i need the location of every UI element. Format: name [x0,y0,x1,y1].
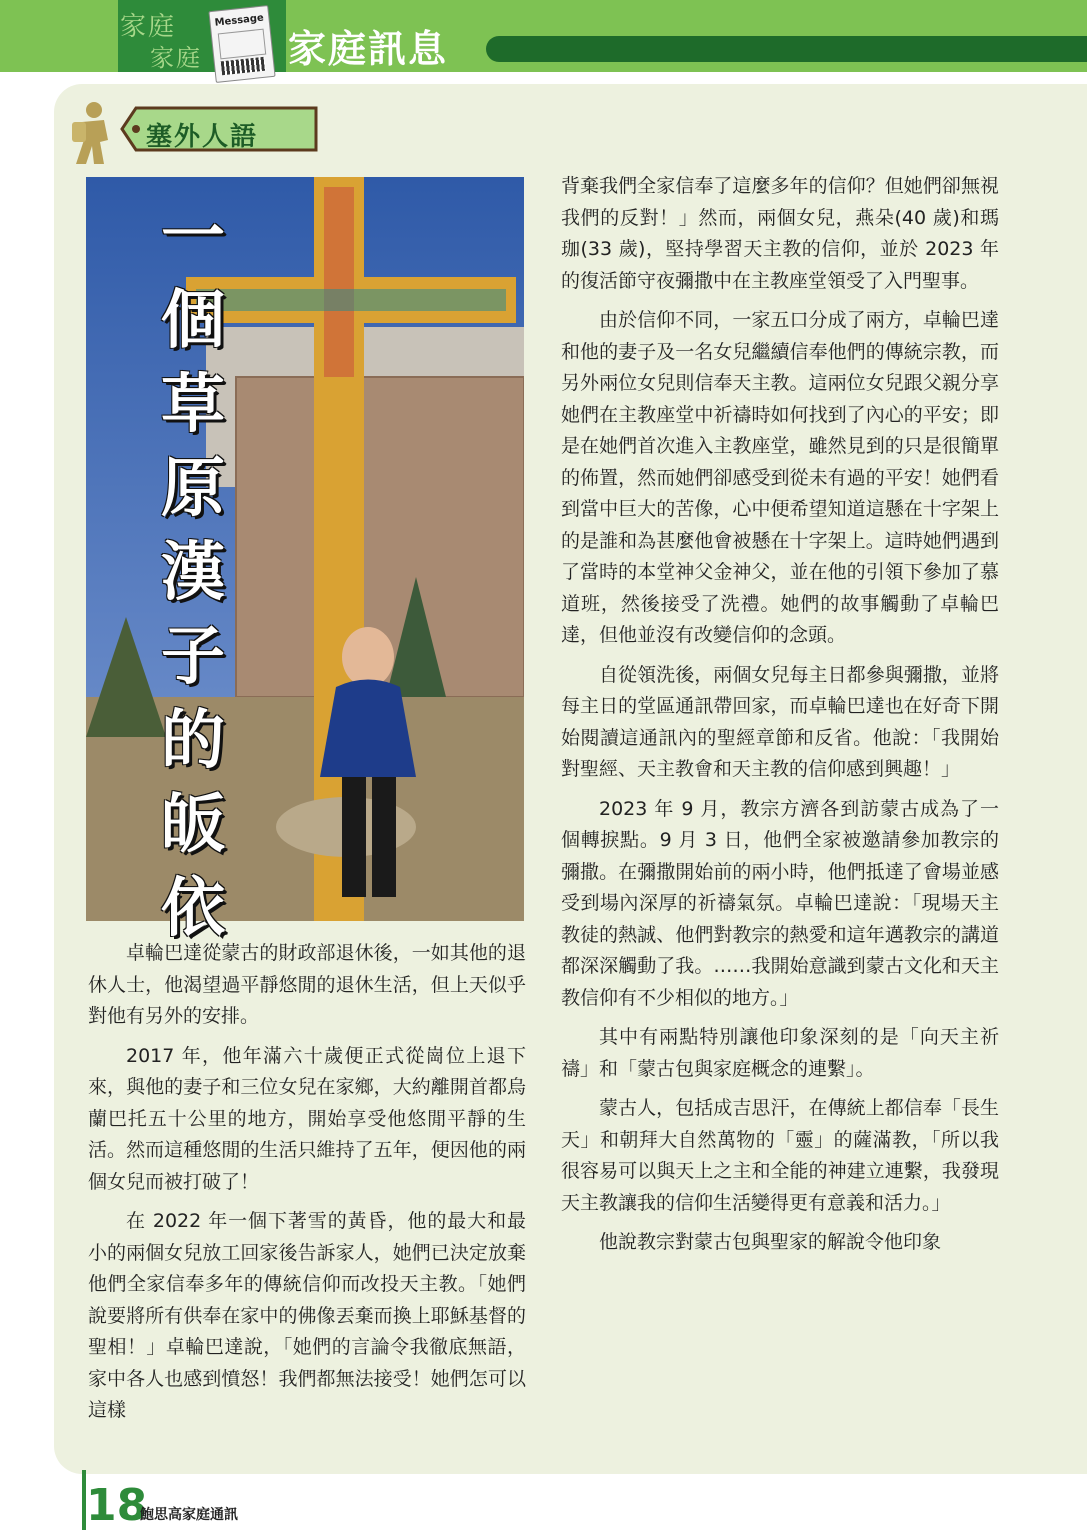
paragraph: 卓輪巴達從蒙古的財政部退休後，一如其他的退休人士，他渴望過平靜悠閒的退休生活，但上天似乎對他有另外的安排。 [88,942,526,1027]
page-number: 18 [86,1480,148,1531]
logo-text-2: 家庭 [150,44,202,72]
title-char: 漢 [161,535,225,610]
title-char: 原 [161,451,225,526]
title-char: 草 [161,367,225,442]
header-bar [0,0,1087,72]
title-char: 依 [161,871,225,946]
paragraph: 他說教宗對蒙古包與聖家的解說令他印象 [599,1231,942,1253]
publication-name: 鮑思高家庭通訊 [140,1507,238,1523]
tag-label: 塞外人語 [146,122,259,152]
paragraph: 蒙古人，包括成吉思汗，在傳統上都信奉「長生天」和朝拜大自然萬物的「靈」的薩滿教，「所以我很容易可以與天上之主和全能的神建立連繫，我發現天主教讓我的信仰生活變得更有意義和活力。」 [561,1097,999,1214]
title-char: 子 [161,619,225,694]
message-label: Message [214,12,265,29]
paragraph: 其中有兩點特別讓他印象深刻的是「向天主祈禱」和「蒙古包與家庭概念的連繫」。 [561,1026,999,1080]
title-char: 皈 [161,787,225,862]
title-band [486,36,1087,62]
title-char: 一 [161,199,225,274]
message-card-icon [208,5,275,83]
title-char: 個 [161,283,225,358]
paragraph: 2023 年 9 月，教宗方濟各到訪蒙古成為了一個轉捩點。9 月 3 日，他們全家被邀請參加教宗的彌撒。在彌撒開始前的兩小時，他們抵達了會場並感受到場內深厚的祈禱氣氛。卓輪巴達說：「現場天主教徒的熱誠、他們對教宗的熱愛和這年邁教宗的講道都深深觸動了我。……我開始意識到蒙古文化和天主教信仰有不少相似的地方。」 [561,797,999,1009]
paragraph: 背棄我們全家信奉了這麼多年的信仰？但她們卻無視我們的反對！」然而，兩個女兒，燕朵(40 歲)和瑪珈(33 歲)，堅持學習天主教的信仰，並於 2023 年的復活節守夜彌撒中在主教座堂領受了入門聖事。 [561,175,999,292]
message-screen [218,29,266,60]
section-title: 家庭訊息 [288,27,449,71]
paragraph: 2017 年，他年滿六十歲便正式從崗位上退下來，與他的妻子和三位女兒在家鄉，大約離開首都烏蘭巴托五十公里的地方，開始享受他悠閒平靜的生活。然而這種悠閒的生活只維持了五年，便因他的兩個女兒而被打破了！ [88,1044,526,1193]
article-title [148,195,238,951]
left-column [88,938,526,1435]
logo-text-1: 家庭 [120,12,177,42]
paragraph: 自從領洗後，兩個女兒每主日都參與彌撒，並將每主日的堂區通訊帶回家，而卓輪巴達也在好奇下開始閱讀這通訊內的聖經章節和反省。他說：「我開始對聖經、天主教會和天主教的信仰感到興趣！」 [561,663,999,780]
hiker-icon [64,100,128,166]
title-char: 的 [161,703,225,778]
right-column [561,171,999,1267]
paragraph: 在 2022 年一個下著雪的黃昏，他的最大和最小的兩個女兒放工回家後告訴家人，她們已決定放棄他們全家信奉多年的傳統信仰而改投天主教。「她們說要將所有供奉在家中的佛像丟棄而換上耶穌基督的聖相！」卓輪巴達說，「她們的言論令我徹底無語，家中各人也感到憤怒！我們都無法接受！她們怎可以這樣 [88,1210,526,1421]
paragraph: 由於信仰不同，一家五口分成了兩方，卓輪巴達和他的妻子及一名女兒繼續信奉他們的傳統宗教，而另外兩位女兒則信奉天主教。這兩位女兒跟父親分享她們在主教座堂中祈禱時如何找到了內心的平安；即是在她們首次進入主教座堂，雖然見到的只是很簡單的佈置，然而她們卻感受到從未有過的平安！她們看到當中巨大的苦像，心中便希望知道這懸在十字架上的是誰和為甚麼他會被懸在十字架上。這時她們遇到了當時的本堂神父金神父，並在他的引領下參加了慕道班，然後接受了洗禮。她們的故事觸動了卓輪巴達，但他並沒有改變信仰的念頭。 [561,309,999,646]
message-keys [221,57,266,76]
